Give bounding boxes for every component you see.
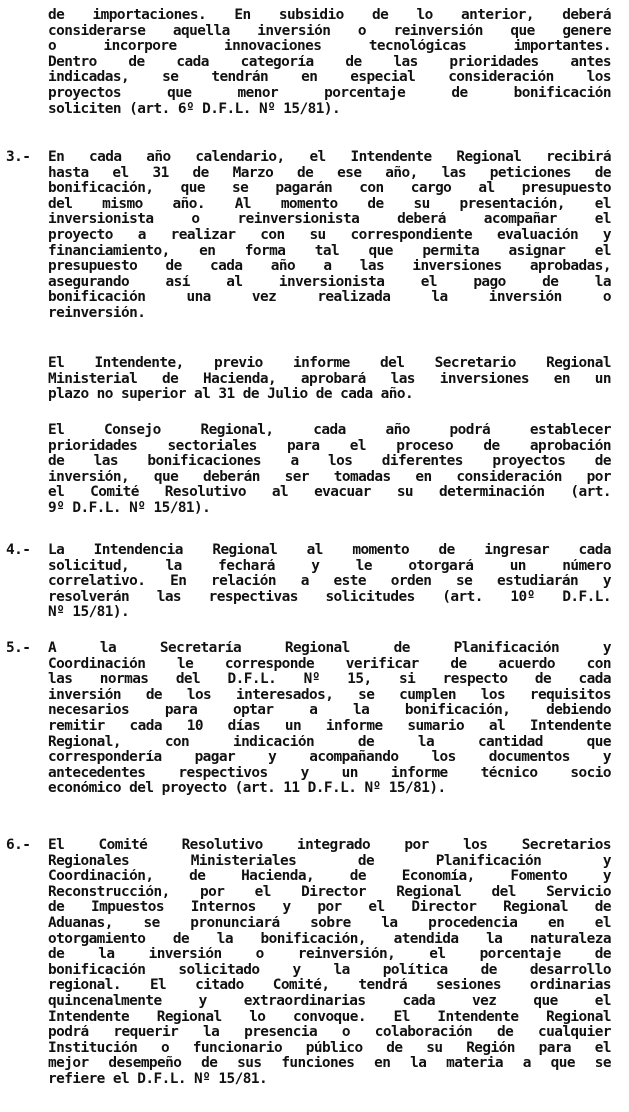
- text-line: del mismo año. Al momento de su presentación, el: [48, 196, 611, 212]
- text-line: financiamiento, en forma tal que permita asignar el: [48, 243, 611, 259]
- item-6-paragraph: [48, 838, 611, 1088]
- text-line: Aduanas, se pronunciará sobre la procedencia en el: [48, 915, 611, 931]
- text-line: inversión, que deberán ser tomadas en consideración por: [48, 469, 611, 485]
- text-line: proyecto a realizar con su correspondiente evaluación y: [48, 227, 611, 243]
- text-line: de la inversión o reinversión, el porcentaje de: [48, 947, 611, 963]
- text-line: antecedentes respectivos y un informe técnico socio: [48, 765, 611, 781]
- text-line: otorgamiento de la bonificación, atendida la naturaleza: [48, 931, 611, 947]
- text-line: Institución o funcionario público de su Región para el: [48, 1040, 611, 1056]
- item-number-6: 6.-: [6, 837, 31, 853]
- text-line: El Comité Resolutivo integrado por los Secretarios: [48, 838, 611, 853]
- text-line: bonificación una vez realizada la inversión o: [48, 290, 611, 306]
- text-line: 9º D.F.L. Nº 15/81).: [48, 500, 211, 516]
- text-line: el Comité Resolutivo al evacuar su determinación (art.: [48, 485, 611, 501]
- text-line: inversionista o reinversionista deberá acompañar el: [48, 212, 611, 228]
- text-line: proyectos que menor porcentaje de bonificación: [48, 85, 611, 101]
- text-line: correlativo. En relación a este orden se estudiarán y: [48, 574, 611, 590]
- text-line: reinversión.: [48, 305, 146, 321]
- text-line: Coordinación le corresponde verificar de acuerdo con: [48, 656, 611, 672]
- paragraph-consejo-regional: [48, 423, 611, 517]
- text-line: Intendente Regional lo convoque. El Intendente Regional: [48, 1009, 611, 1025]
- text-line: podrá requerir la presencia o colaboración de cualquier: [48, 1025, 611, 1041]
- text-line: refiere el D.F.L. Nº 15/81.: [48, 1071, 268, 1087]
- item-3-paragraph: [48, 150, 611, 322]
- text-line: Regionales Ministeriales de Planificación y: [48, 853, 611, 869]
- item-number-3: 3.-: [6, 149, 31, 165]
- text-line: indicadas, se tendrán en especial consideración los: [48, 70, 611, 86]
- text-line: plazo no superior al 31 de Julio de cada año.: [48, 387, 414, 403]
- text-line: La Intendencia Regional al momento de ingresar cada: [48, 543, 611, 558]
- text-line: correspondería pagar y acompañando los documentos y: [48, 750, 611, 766]
- text-line: Dentro de cada categoría de las prioridades antes: [48, 54, 611, 70]
- text-line: asegurando así al inversionista el pago de la: [48, 274, 611, 290]
- text-line: resolverán las respectivas solicitudes (art. 10º D.F.L.: [48, 589, 611, 605]
- text-line: Coordinación, de Hacienda, de Economía, Fomento y: [48, 869, 611, 885]
- text-line: presupuesto de cada año a las inversiones aprobadas,: [48, 259, 611, 275]
- item-5-paragraph: [48, 641, 611, 797]
- text-line: mejor desempeño de sus funciones en la materia a que se: [48, 1056, 611, 1072]
- paragraph-intendente: [48, 356, 611, 403]
- text-line: de las bonificaciones a los diferentes proyectos de: [48, 454, 611, 470]
- text-line: regional. El citado Comité, tendrá sesiones ordinarias: [48, 978, 611, 994]
- text-line: El Consejo Regional, cada año podrá establecer: [48, 423, 611, 438]
- text-line: remitir cada 10 días un informe sumario al Intendente: [48, 718, 611, 734]
- text-line: necesarios para optar a la bonificación, debiendo: [48, 703, 611, 719]
- text-line: prioridades sectoriales para el proceso de aprobación: [48, 438, 611, 454]
- text-line: quincenalmente y extraordinarias cada vez que el: [48, 993, 611, 1009]
- item-number-4: 4.-: [6, 542, 31, 558]
- item-4-paragraph: [48, 543, 611, 621]
- text-line: de Impuestos Internos y por el Director Regional de: [48, 900, 611, 916]
- text-line: de importaciones. En subsidio de lo anterior, deberá: [48, 8, 611, 23]
- text-line: A la Secretaría Regional de Planificación y: [48, 641, 611, 656]
- text-line: hasta el 31 de Marzo de ese año, las peticiones de: [48, 165, 611, 181]
- text-line: inversión de los interesados, se cumplen los requisitos: [48, 687, 611, 703]
- text-line: bonificación solicitado y la política de desarrollo: [48, 962, 611, 978]
- text-line: o incorpore innovaciones tecnológicas importantes.: [48, 39, 611, 55]
- text-line: considerarse aquella inversión o reinversión que genere: [48, 23, 611, 39]
- text-line: las normas del D.F.L. Nº 15, si respecto de cada: [48, 672, 611, 688]
- paragraph-continuation: [48, 8, 611, 117]
- text-line: En cada año calendario, el Intendente Regional recibirá: [48, 150, 611, 165]
- text-line: Regional, con indicación de la cantidad que: [48, 734, 611, 750]
- text-line: bonificación, que se pagarán con cargo al presupuesto: [48, 181, 611, 197]
- text-line: Nº 15/81).: [48, 605, 130, 621]
- text-line: El Intendente, previo informe del Secretario Regional: [48, 356, 611, 371]
- text-line: Reconstrucción, por el Director Regional del Servicio: [48, 884, 611, 900]
- text-line: solicitud, la fechará y le otorgará un número: [48, 558, 611, 574]
- item-number-5: 5.-: [6, 640, 31, 656]
- text-line: soliciten (art. 6º D.F.L. Nº 15/81).: [48, 101, 341, 117]
- text-line: económico del proyecto (art. 11 D.F.L. Nº 15/81).: [48, 781, 446, 797]
- text-line: Ministerial de Hacienda, aprobará las inversiones en un: [48, 371, 611, 387]
